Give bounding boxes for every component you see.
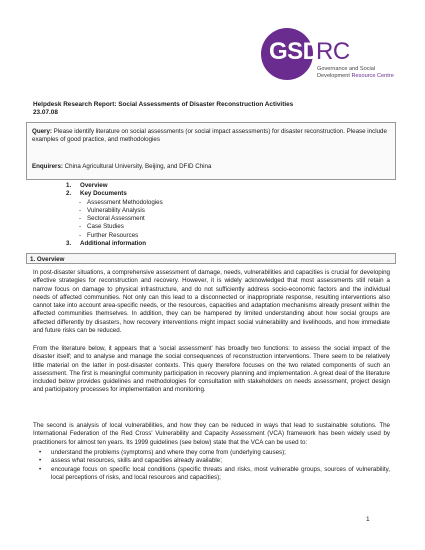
logo-tagline-2b: Resource Centre [351, 73, 394, 79]
query-box [26, 122, 396, 180]
query-paragraph [32, 128, 392, 144]
toc-label: Key Documents [80, 190, 127, 198]
toc-number: 2. [66, 190, 72, 198]
logo-gsd-text: GSD [269, 38, 320, 65]
bullet-item: • assess what resources, skills and capacities already available; [33, 457, 390, 465]
query-label: Query: [32, 128, 52, 135]
toc-sublabel: Further Resources [87, 231, 139, 239]
toc-sublabel: Case Studies [87, 223, 124, 231]
enquirers-text: China Agricultural University, Beijing, and DFID China [62, 163, 212, 170]
logo-tagline-2 [317, 73, 394, 79]
bullet-list [33, 449, 390, 482]
section-title: 1. Overview [30, 255, 65, 263]
document-page: GSD RC Governance and Social Development Resource Centre Helpdesk Research Report: Social Assessments of Disaster Reconstruction Activities 23.07.08 Query: Please identify literature on social assessments (or social impact assessments) for disaster reconstruction. Please include examples of good practice, and methodologies Enquirers: China Agricultural University, Beijing, and DFID China 1. Overview 2. Key Documents - Assessment Methodologies - Vulnerability Analysis - Sectoral Assessment - Case Studies - Further Resources 3. Additional information 1. Overview In post-disaster situations, a comprehensive assessment of damage, needs, vulnerabilities and capacities is crucial for developing effective strategies for reconstruction and recovery. However, it is widely acknowledged that most assessments still retain a narrow focus on damage to physical infrastructure, and do not sufficiently address socio-economic factors and the individual needs of affected communities. Not only can this lead to a disconnected or inappropriate response, resulting interventions also cannot take into account area-specific needs, or the resources, capacities and adaptation mechanisms already present within the affected communities themselves. In addition, they can be hampered by limited understanding about how social groups are affected differently by disasters, how recovery interventions might impact social vulnerability and livelihoods, and how immediate and future risks can be reduced. From the literature below, it appears that a 'social assessment' has broadly two functions: to assess the social impact of the disaster itself; and to analyse and manage the social consequences of reconstruction interventions. There seem to be relatively little material on the latter in post-disaster contexts. This query therefore focuses on the two related components of such an assessment. The first is meaningful community participation in recovery planning and implementation. A great deal of the literature included below provides guidelines and methodologies for consultation with stakeholders on needs assessment, project design and participatory processes for implementation and monitoring. The second is analysis of local vulnerabilities, and how they can be reduced in ways that lead to sustainable solutions. The International Federation of the Red Cross' Vulnerability and Capacity Assessment (VCA) framework has been widely used by practitioners for almost ten years. Its 1999 guidelines (see below) state that the VCA can be used to: • understand the problems (symptoms) and where they come from (underlying causes); • assess what resources, skills and capacities already available; • encourage focus on specific local conditions (specific threats and risks, most vulnerable groups, sources of vulnerability, local perceptions of risks, and local resources and capacities); 1 [0, 0, 425, 550]
toc-sublabel: Sectoral Assessment [87, 215, 145, 223]
report-title-line: Helpdesk Research Report: Social Assessments of Disaster Reconstruction Activities [33, 101, 294, 108]
bullet-item: • understand the problems (symptoms) and where they come from (underlying causes); [33, 449, 390, 457]
enquirers-label: Enquirers: [32, 163, 63, 170]
page-number: 1 [366, 516, 370, 523]
section-header-overview [26, 253, 396, 264]
body-paragraph-1: In post-disaster situations, a comprehensive assessment of damage, needs, vulnerabilities and capacities is crucial for developing effective strategies for reconstruction and recovery. However, it is widely acknowledged that most assessments still retain a narrow focus on damage to physical infrastructure, and do not sufficiently address socio-economic factors and the individual needs of affected communities. Not only can this lead to a disconnected or inappropriate response, resulting interventions also cannot take into account area-specific needs, or the resources, capacities and adaptation mechanisms already present within the affected communities themselves. In addition, they can be hampered by limited understanding about how social groups are affected differently by disasters, how recovery interventions might impact social vulnerability and livelihoods, and how immediate and future risks can be reduced. [33, 269, 390, 335]
logo-tagline-1: Governance and Social [317, 66, 376, 72]
body-paragraph-3: The second is analysis of local vulnerabilities, and how they can be reduced in ways that lead to sustainable solutions. The International Federation of the Red Cross' Vulnerability and Capacity Assessment (VCA) framework has been widely used by practitioners for almost ten years. Its 1999 guidelines (see below) state that the VCA can be used to: [33, 422, 390, 446]
body-paragraph-2: From the literature below, it appears that a 'social assessment' has broadly two functions: to assess the social impact of the disaster itself; and to analyse and manage the social consequences of reconstruction interventions. There seem to be relatively little material on the latter in post-disaster contexts. This query therefore focuses on the two related components of such an assessment. The first is meaningful community participation in recovery planning and implementation. A great deal of the literature included below provides guidelines and methodologies for consultation with stakeholders on needs assessment, project design and participatory processes for implementation and monitoring. [33, 345, 390, 394]
logo-rc-text: RC [316, 38, 350, 65]
bullet-item: • encourage focus on specific local conditions (specific threats and risks, most vulnerable groups, sources of vulnerability, local perceptions of risks, and local resources and capacities); [33, 466, 390, 483]
toc-sublabel: Assessment Methodologies [87, 198, 163, 206]
enquirers-paragraph [32, 163, 392, 171]
toc-sublabel: Vulnerability Analysis [87, 206, 145, 214]
toc-label: Overview [80, 182, 108, 189]
toc-number: 1. [66, 182, 72, 189]
report-title [33, 101, 293, 117]
toc-label: Additional information [80, 240, 146, 248]
gsdrc-logo [261, 28, 394, 84]
logo-tagline-2a: Development [317, 73, 352, 79]
query-text: Please identify literature on social assessments (or social impact assessments) for disaster reconstruction. Please include examples of good practice, and methodologies [32, 128, 387, 143]
report-date: 23.07.08 [33, 109, 58, 116]
toc-number: 3. [66, 240, 72, 248]
